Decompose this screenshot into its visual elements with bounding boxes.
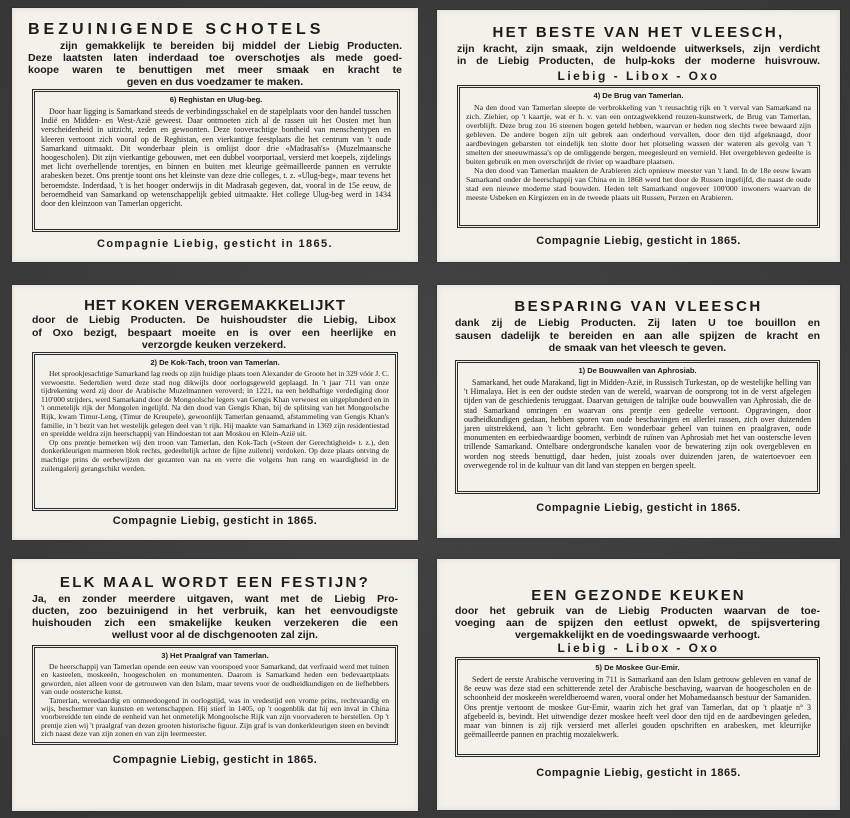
story-paragraph: Sedert de eerste Arabische verovering in 711 is Samarkand aan den Islam getrouw gebleven en vanaf de 8e eeuw was deze stad een schitterende zetel der Arabische beschaving, waarvan de hoogescholen en de schoonheid der moskeeën wereldberoemd waren, vooral onder het Mohamedaansch bestuur der Samaniden. Ons prentje vertoont de moskee Gur-Emir, waarin zich het graf van Tamerlan, dat op 't plaatje n° 3 afgebeeld is, bevindt. Het uitwendige dezer moskee heeft veel door den tijd en de aardbevingen geleden, maar van binnen is zij rijk versierd met allerlei gouden opschriften en arabesken, met kleurrijke geëmailleerde pannen en prachtig mozaïekwerk.	[464, 675, 811, 740]
slogan-line: of Oxo bezigt, bespaart moeite en is over een heerlijke en	[32, 326, 396, 339]
slogan-line: Ja, en zonder meerdere uitgaven, want met de Liebig Pro-	[32, 593, 398, 605]
story-paragraph: De heerschappij van Tamerlan opende een eeuw van voorspoed voor Samarkand, dat verfraaid werd met tuinen en kasteelen, moskeeën, hoogescholen en monumenten. Daarom is Samarkand heden een bedevaartplaats geworden, niet alleen voor de getrouwen van den Islam, maar tevens voor de oudheidkundigen en de liefhebbers van oude oostersche kunst.	[41, 662, 389, 697]
card-slogan	[455, 317, 820, 355]
company-footer: Compagnie Liebig, gesticht in 1865.	[536, 767, 741, 779]
liebig-card-reghistan	[12, 8, 418, 262]
company-footer: Compagnie Liebig, gesticht in 1865.	[112, 754, 318, 766]
story-box	[32, 645, 398, 745]
company-footer: Compagnie Liebig, gesticht in 1865.	[112, 515, 318, 527]
story-heading: 4) De Brug van Tamerlan.	[593, 91, 684, 100]
slogan-line: door het gebruik van de Liebig Producten waarvan de toe-	[455, 605, 820, 617]
liebig-card-kok-tach	[12, 285, 418, 540]
story-box	[32, 89, 400, 232]
card-title: HET KOKEN VERGEMAKKELIJKT	[84, 297, 346, 314]
slogan-line: door de Liebig Producten. De huishoudster die Liebig, Libox	[32, 314, 396, 326]
liebig-card-gur-emir	[437, 559, 840, 810]
story-box	[455, 360, 820, 494]
slogan-line: wellust voor al de dischgenooten zal zijn.	[112, 629, 318, 641]
card-title: EEN GEZONDE KEUKEN	[531, 587, 746, 604]
story-heading: 5) De Moskee Gur-Emir.	[595, 663, 680, 672]
card-slogan	[28, 40, 402, 88]
card-slogan	[457, 43, 820, 68]
slogan-line: koope waren te benuttigen met meer smaak en kracht te	[28, 64, 402, 76]
card-slogan	[32, 593, 398, 641]
slogan-line: in de Liebig Producten, de hulp-koks der moderne huisvrouw.	[457, 55, 820, 68]
liebig-card-praalgraf	[12, 559, 418, 811]
card-title: ELK MAAL WORDT EEN FESTIJN?	[59, 574, 371, 591]
slogan-line: de smaak van het vleesch te geven.	[548, 342, 727, 354]
slogan-line: geven en dus voedzamer te maken.	[126, 76, 304, 88]
liebig-card-brug-van-tamerlan	[437, 10, 840, 262]
story-box	[32, 352, 398, 511]
story-paragraph: Op ons prentje bemerken wij den troon van Tamerlan, den Kok-Tach («Steen der Gerechtigheid» t. z.), den donkerkleurigen marmeren blok rechts, gedeeltelijk achter de fijne zuilenrij verdoken. Op deze plaats ontving de machtige prins de eerbewijzen der gezanten van na en verre die volgens hun rang en waardigheid in de zuilengalerij gerangschikt werden.	[41, 437, 389, 473]
slogan-line: verzorgde keuken verzekerd.	[141, 339, 287, 351]
slogan-line: sausen dadelijk te bereiden en aan alle spijzen de kracht en	[455, 329, 820, 342]
liebig-card-aphrosiab	[437, 285, 840, 538]
story-paragraph: Na den dood van Tamerlan sleepte de verbrokkeling van 't reusachtig rijk en 't verval van Samarkand na zich. Ziehier, op 't kaartje, wat er h. v. van een ontzagwekkend reuzen-kunstwerk, de Brug van Tamerlan, overblijft. Deze brug zou 16 steenen bogen geteld hebben, waarvan er heden nog slechts twee bewaard zijn gebleven. De andere bogen zijn uit gebrek aan onderhoud vervallen, door den tijd afgeknaagd, door aardbevingen gebarsten tot eindelijk ten slotte door het plotseling wassen der wateren als gevolg van 't smelten der sneeuwmassa's op de omliggende bergen, meegesleurd en vernield. Het overgebleven gedeelte is buiten gebruik en men overschrijdt de rivier op waadbare plaatsen.	[466, 103, 811, 166]
card-slogan	[32, 314, 396, 352]
story-paragraph: Tamerlan, wreedaardig en onmeedoogend in oorlogstijd, was in vredestijd een vrome prins, rechtvaardig en wijs, beschermer van kunsten en wetenschappen. Hij stierf in 1405, op 't oogenblik dat hij een inval in China voorbereidde ten einde de eenheid van het onmetelijk Mongoolsche Rijk van zijn voorvaderen te herstellen. Op 't prentje zien wij 't praalgraf van dezen grooten historische figuur. Zijn graf is van donkerkleurigen steen en bevindt zich naast deze van zijn zonen en van zijn leermeester.	[41, 695, 389, 739]
story-paragraph: Het sprookjesachtige Samarkand lag reeds op zijn huidige plaats toen Alexander de Groote het in 329 vóór J. C. verwoestte. Sedertdien werd deze stad nog dikwijls door oorlogsgeweld geplaagd. In 't jaar 711 van onze tijdrekening werd zij door de Arabische Muzelmannen veroverd; in 1221, na een heldhaftige verdediging door 110'000 strijders, werd Samarkand door de Mongoolsche legers van Gengis Khan verwoest en uitgeplunderd en in 't onmetelijk rijk der Mongolen ingelijfd. Na den dood van Gengis Khan, bij de splitsing van het Mongoolsche Rijk, kwam Timur-Leng, (Timur de Kreupele), gewoonlijk Tamerlan genaamd, afstammeling van Gengis Khan's familie, in 't bezit van het westelijk gelegen deel van 't rijk. Hij maakte van Samarkand in 1369 zijn residentiestad en spreidde weldra zijn heerschappij van Hindoestan tot aan Moskou en Klein-Azië uit.	[41, 369, 389, 439]
story-heading: 3) Het Praalgraf van Tamerlan.	[161, 651, 269, 660]
story-heading: 6) Reghistan en Ulug-beg.	[169, 95, 263, 104]
story-paragraph: Samarkand, het oude Marakand, ligt in Midden-Azië, in Russisch Turkestan, op de westelijke helling van 't Himalaya. Het is een der oudste steden van de wereld, waarvan de oorsprong tot in de verst afgelegen tijden van de geschiedenis teruggaat. Daarvan getuigen de talrijke oude bouwvallen van Aphrosiab, die de stad Samarkand omringen en waarvan ons prentje een gedeelte vertoont. Opgravingen, door oudheidkundigen gedaan, hebben sporen van oude beschavingen en allerlei rassen, zich over duizenden jaren uitstrekkend, aan 't licht gebracht. Een wonderbaar geheel van tuinen en praalgraven, oude monumenten en eerbiedwaardige boomen, verbindt de ruïnen van Aphrosiab met het van oostersche leven trillende Samarkand. Ontelbare ondergrondsche kanalen voor de bewatering zijn ook overgebleven en worden nog steeds benuttigd, daar heden, juist zooals over duizenden jaren, de watertoevoer een overwegende rol in de kultuur van dit land van steppen en bergen speelt.	[464, 378, 811, 470]
brand-names: Liebig - Libox - Oxo	[557, 641, 720, 655]
story-heading: 1) De Bouwvallen van Aphrosiab.	[578, 366, 697, 375]
story-paragraph: Na den dood van Tamerlan maakten de Arabieren zich opnieuw meester van 't land. In de 18e eeuw kwam Samarkand onder de heerschappij van China en in 1868 werd het door de Russen ingelijfd, die naast de oude stad een nieuwe moderne stad bouwden. Heden telt Samarkand ongeveer 100'000 inwoners waarvan de meeste Usbeken en Kirgiezen en in de tweede plaats uit Russen, Perzen en Arabieren.	[466, 166, 811, 202]
slogan-line: vergemakkelijkt en de voedingswaarde verhoogt.	[514, 629, 761, 641]
company-footer: Compagnie Liebig, gesticht in 1865.	[536, 502, 741, 514]
card-slogan	[455, 605, 820, 641]
slogan-line: Deze laatsten laten inderdaad toe overschotjes als mede goed-	[28, 52, 402, 64]
card-title: HET BESTE VAN HET VLEESCH,	[492, 24, 785, 41]
story-box	[457, 85, 820, 228]
slogan-line: huishouden zich een smakelijke keuken verzekeren die een	[32, 617, 398, 629]
story-paragraph: Door haar ligging is Samarkand steeds de verbindingsschakel en de stapelplaats voor den handel tusschen Indië en Midden- en West-Azië geweest. Daar ontmoeten zich al de rassen uit het Oosten met hun verscheidenheid in uitzicht, zeden en gewoonten. Deze tooverachtige bontheid van menschentypen en kleeren vertoont zich vooral op de Reghistan, een vierkantige feestplaats die het centrum van 't oude Samarkand uitmaakt. Dit wonderbaar plein is omlijst door drie «Madrasah's» (Muzelmaansche hoogescholen). Dit zijn vierkantige gebouwen, met een dubbel voorportaal, versierd met koepels, zijdelings met licht overhellende torentjes, en binnen en buiten met kleurige geëmailleerde pannen en verrukte arabesken bezet. Ons prentje toont ons het kleinste van deze drie colleges, t. z. «Ulug-beg», maar tevens het beroemdste. Inderdaad, 't is het hooger onderwijs in dit Madrasah gegeven, dat, vooral in de 15e eeuw, de beroemdheid van Samarkand op wetenschappelijk gebied uitmaakte. Het college Ulug-beg werd in 1434 door den kleinzoon van Tamerlan opgericht.	[41, 107, 391, 209]
story-box	[455, 657, 820, 757]
card-title: BESPARING VAN VLEESCH	[514, 298, 763, 315]
brand-names: Liebig - Libox - Oxo	[557, 69, 720, 83]
slogan-line: voeging aan de spijzen den eetlust opwekt, de spijsvertering	[455, 617, 820, 629]
story-heading: 2) De Kok-Tach, troon van Tamerlan.	[150, 358, 280, 367]
slogan-line: zijn gemakkelijk te bereiden bij middel der Liebig Producten.	[60, 40, 402, 52]
slogan-line: dank zij de Liebig Producten. Zij laten U toe bouillon en	[455, 317, 820, 329]
company-footer: Compagnie Liebig, gesticht in 1865.	[96, 238, 334, 250]
card-title: BEZUINIGENDE SCHOTELS	[28, 21, 325, 38]
company-footer: Compagnie Liebig, gesticht in 1865.	[536, 235, 741, 247]
slogan-line: ducten, zoo bezuinigend in het verbruik, kan het eenvoudigste	[32, 605, 398, 617]
slogan-line: zijn kracht, zijn smaak, zijn weldoende uitwerksels, zijn verdicht	[457, 43, 820, 55]
